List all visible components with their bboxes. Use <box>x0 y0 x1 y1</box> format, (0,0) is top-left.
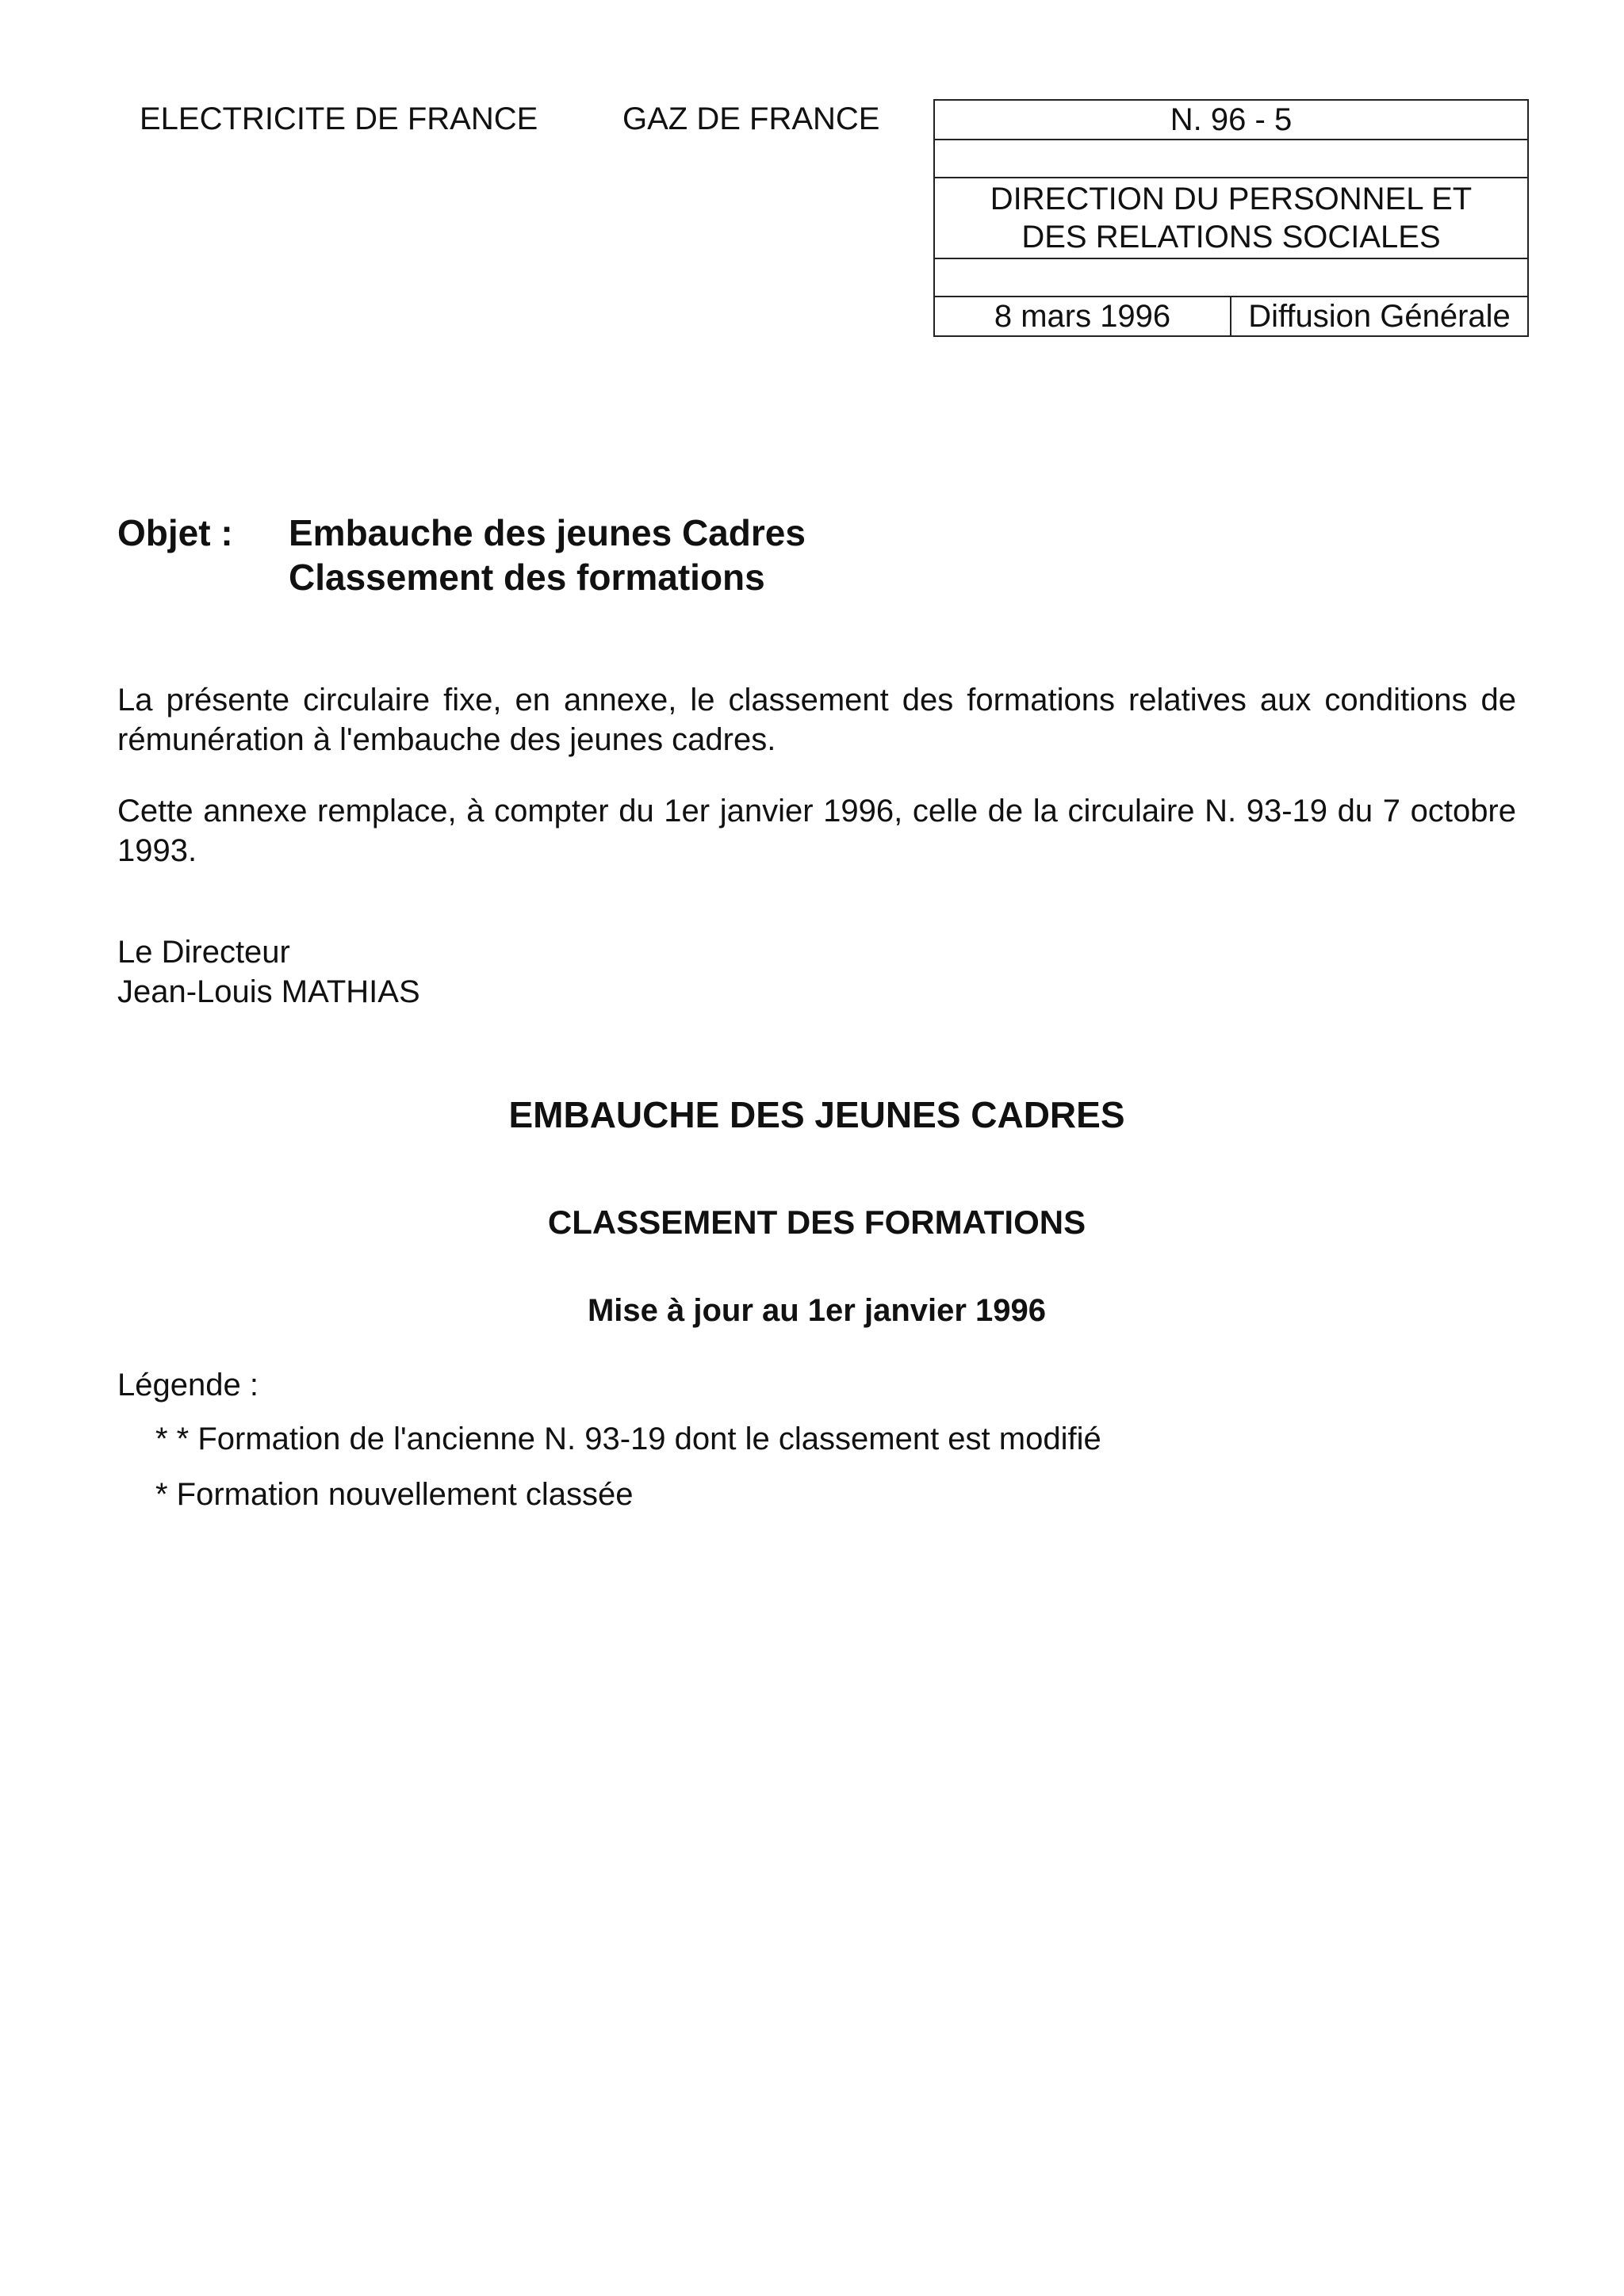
legend-item-modified: * * Formation de l'ancienne N. 93-19 dont le classement est modifié <box>155 1422 1101 1456</box>
reference-blank-row <box>934 258 1528 297</box>
department-cell <box>934 178 1528 258</box>
org-gdf: GAZ DE FRANCE <box>622 101 880 136</box>
circular-date: 8 mars 1996 <box>934 297 1231 336</box>
objet-subject <box>289 511 806 599</box>
objet-line-1: Embauche des jeunes Cadres <box>289 512 806 553</box>
signature <box>117 932 420 1012</box>
circular-number: N. 96 - 5 <box>934 100 1528 140</box>
signature-title: Le Directeur <box>117 935 290 970</box>
department-line-2: DES RELATIONS SOCIALES <box>1021 220 1441 254</box>
body-paragraph-1: La présente circulaire fixe, en annexe, le classement des formations relatives aux conditions de rémunération à l'embauche des jeunes cadres. <box>117 683 1516 757</box>
org-edf: ELECTRICITE DE FRANCE <box>140 101 538 136</box>
annex-update-date: Mise à jour au 1er janvier 1996 <box>587 1293 1047 1328</box>
distribution: Diffusion Générale <box>1231 297 1528 336</box>
annex-heading: EMBAUCHE DES JEUNES CADRES <box>508 1094 1125 1135</box>
reference-blank-row <box>934 140 1528 178</box>
body-paragraph-2: Cette annexe remplace, à compter du 1er janvier 1996, celle de la circulaire N. 93-19 du 7 octobre 1993. <box>117 794 1516 868</box>
objet-label: Objet : <box>117 512 233 553</box>
objet-line-2: Classement des formations <box>289 557 765 598</box>
annex-subheading: CLASSEMENT DES FORMATIONS <box>547 1203 1086 1241</box>
reference-table <box>933 99 1529 337</box>
department-line-1: DIRECTION DU PERSONNEL ET <box>990 182 1473 216</box>
signature-name: Jean-Louis MATHIAS <box>117 974 420 1009</box>
legend-title: Légende : <box>117 1368 259 1402</box>
legend-item-new: * Formation nouvellement classée <box>155 1477 634 1512</box>
